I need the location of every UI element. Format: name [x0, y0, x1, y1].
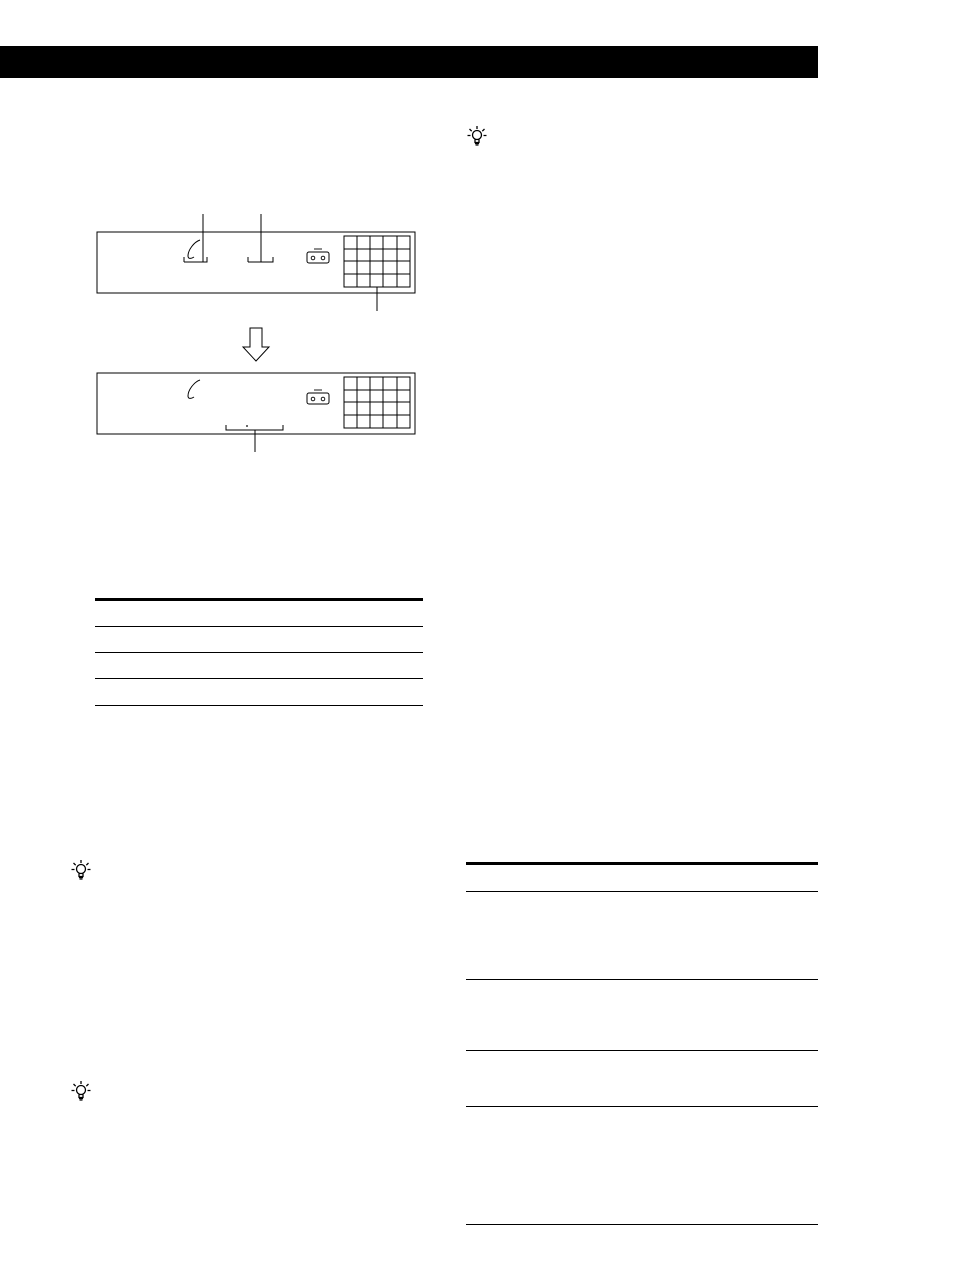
cassette-icon: [307, 390, 329, 404]
table-rule: [466, 1050, 818, 1051]
down-arrow-icon: [243, 328, 269, 361]
cassette-icon: [307, 249, 329, 263]
table-rule-top: [466, 862, 818, 865]
table-rule: [466, 1106, 818, 1107]
track-grid: [344, 377, 410, 428]
bracket: [226, 425, 283, 430]
table-rule: [95, 626, 423, 627]
tip-bulb-icon: [70, 1079, 92, 1103]
dot: [246, 425, 248, 427]
table-rule: [466, 891, 818, 892]
table-rule-top: [95, 598, 423, 601]
table-rule: [95, 705, 423, 706]
table-rule: [95, 678, 423, 679]
track-grid: [344, 236, 410, 287]
loop-glyph: [188, 240, 200, 258]
bracket: [184, 257, 207, 262]
table-rule: [466, 979, 818, 980]
table-rule: [466, 1224, 818, 1225]
table-rule: [95, 652, 423, 653]
display-diagram: [0, 0, 954, 470]
tip-bulb-icon: [70, 858, 92, 882]
loop-glyph: [188, 380, 200, 398]
display-panel-bottom: [97, 373, 415, 434]
